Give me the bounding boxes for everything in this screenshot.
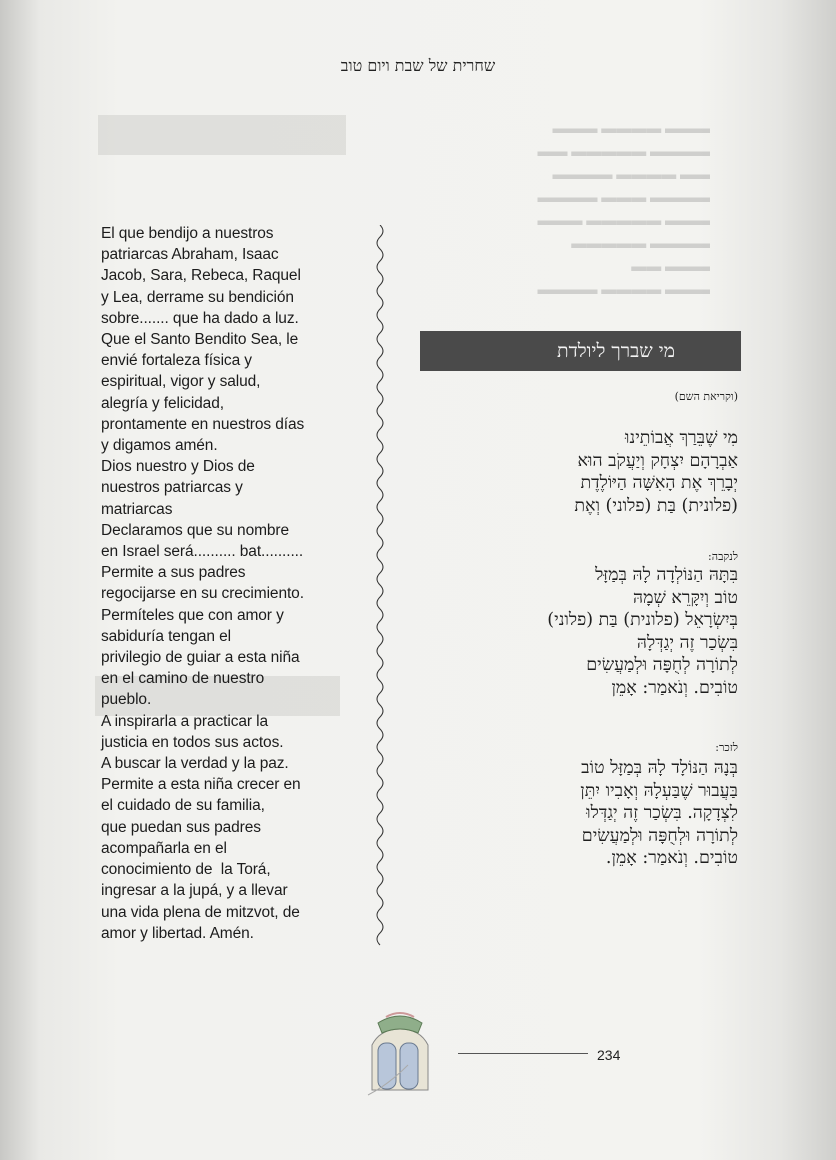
hebrew-opening-text: מִי שֶׁבֵּרַךְ אֲבוֹתֵינוּ אַבְרָהָם יִצְחָק וְיַעֲקֹב הוּא יְבָרֵךְ אֶת הָאִשָּׁה הַיּוֹלֶדֶת (פלונית) בַּת (פלוני) וְאֶת bbox=[574, 428, 738, 516]
bleed-line: ▬▬ ▬▬▬▬ ▬▬▬▬ bbox=[552, 167, 710, 183]
bleed-through-bar-top bbox=[98, 115, 346, 155]
hebrew-boy-text: בְּנָהּ הַנּוֹלָד לָהּ בְּמַזָּל טוֹב בַּעֲבוּר שֶׁבַּעְלָהּ וְאָבִיו יִתֵּן לִצְדָקָה. בִּשְׂכַר זֶה יְגַדְּלוּ לְתוֹרָה וּלְחֻפָּה וּלְמַעֲשִׂים טוֹבִים. וְנֹאמַר: אָמֵן. bbox=[580, 758, 738, 869]
boy-label: לזכר: bbox=[715, 741, 738, 754]
hebrew-girl-text: בִּתָּהּ הַנּוֹלְדָה לָהּ בְּמַזָּל טוֹב וְיִקָּרֵא שְׁמָהּ בְּיִשְׂרָאֵל (פלונית) בַּת (פלוני) בִּשְׂכַר זֶה יְגַדְּלָהּ לְתוֹרָה לְחֻפָּה וּלְמַעֲשִׂים טוֹבִים. וְנֹאמַר: אָמֵן bbox=[547, 565, 738, 698]
page-number-rule bbox=[458, 1053, 588, 1054]
bleed-line: ▬▬▬▬ ▬▬▬▬▬ ▬▬ bbox=[537, 144, 710, 160]
wavy-divider bbox=[370, 225, 390, 965]
page-header: שחרית של שבת ויום טוב bbox=[340, 56, 496, 75]
bleed-line: ▬▬▬▬ ▬▬▬▬▬ bbox=[571, 236, 710, 252]
girl-label: לנקבה: bbox=[708, 550, 738, 563]
bleed-line: ▬▬▬ ▬▬▬▬ ▬▬▬ bbox=[552, 121, 710, 137]
page-number: 234 bbox=[597, 1047, 621, 1063]
bleed-line: ▬▬▬ ▬▬▬▬ ▬▬▬▬ bbox=[537, 282, 710, 298]
bleed-line: ▬▬▬ ▬▬▬▬▬ ▬▬▬ bbox=[537, 213, 710, 229]
bleed-line: ▬▬▬▬ ▬▬▬ ▬▬▬▬ bbox=[537, 190, 710, 206]
bleed-line: ▬▬▬ ▬▬ bbox=[631, 259, 710, 275]
spanish-blessing-text: El que bendijo a nuestros patriarcas Abraham, Isaac Jacob, Sara, Rebeca, Raquel y Lea, derrame su bendición sobre....... que ha dado a luz. Que el Santo Bendito Sea, le envié fortaleza física y espiritual, vigor y salud, alegría y felicidad, prontamente en nuestros días y digamos amén. Dios nuestro y Dios de nuestros patriarcas y matriarcas Declaramos que su nombre en Israel será.......... bat.......... Permite a sus padres regocijarse en su crecimiento. Permíteles que con amor y sabiduría tengan el privilegio de guiar a esta niña en el camino de nuestro pueblo. A inspirarla a practicar la justicia en todos sus actos. A buscar la verdad y la paz. Permite a esta niña crecer en el cuidado de su familia, que puedan sus padres acompañarla en el conocimiento de la Torá, ingresar a la jupá, y a llevar una vida plena de mitzvot, de amor y libertad. Amén. bbox=[101, 225, 305, 942]
blessing-title-banner: מי שברך ליולדת bbox=[420, 331, 741, 371]
name-calling-instruction: (וקריאת השם) bbox=[674, 390, 738, 403]
torah-tablets-logo bbox=[366, 1005, 436, 1100]
bleed-through-text bbox=[450, 118, 710, 302]
